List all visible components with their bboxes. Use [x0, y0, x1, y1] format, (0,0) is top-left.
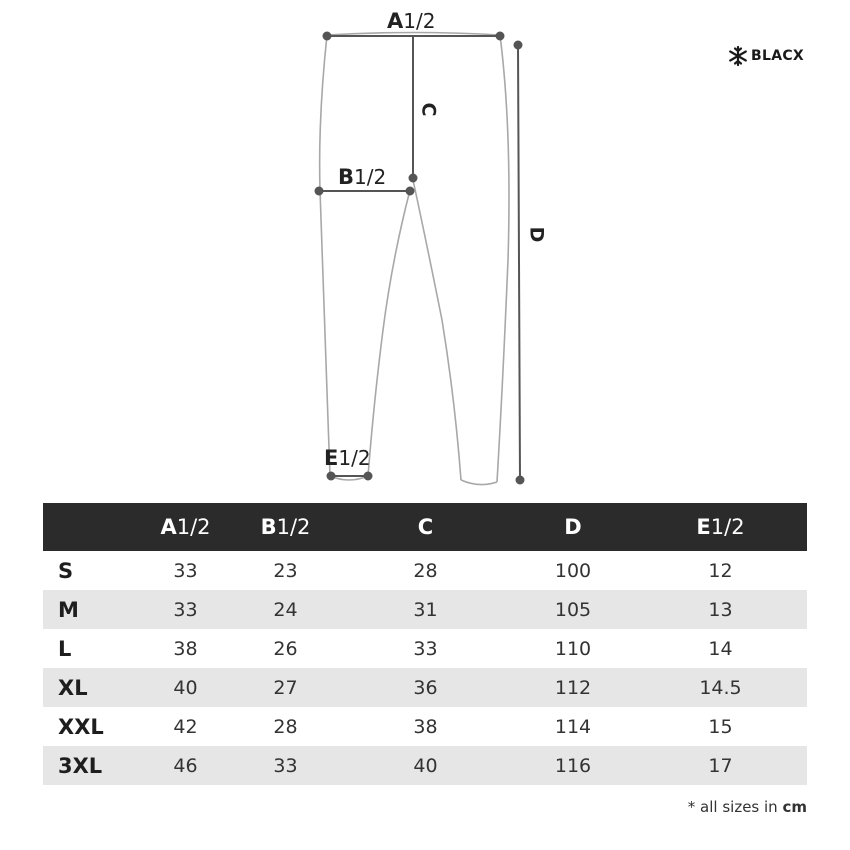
- size-label: L: [58, 636, 72, 661]
- size-label: XXL: [58, 714, 104, 739]
- size-table: [43, 503, 807, 785]
- header-d: D: [564, 515, 582, 539]
- label-c: C: [417, 102, 440, 117]
- size-label: XL: [58, 675, 88, 700]
- label-d: D: [525, 226, 548, 243]
- cell-d: 114: [554, 715, 592, 738]
- units-note-prefix: * all sizes in: [687, 798, 783, 816]
- cell-d: 110: [554, 637, 592, 660]
- label-e: E1/2: [324, 446, 371, 470]
- units-note-unit: cm: [782, 798, 807, 816]
- size-label: 3XL: [58, 753, 103, 778]
- cell-a: 42: [173, 715, 198, 738]
- cell-c: 33: [413, 637, 438, 660]
- size-label: M: [58, 597, 79, 622]
- cell-e: 14.5: [699, 676, 742, 699]
- header-c: C: [417, 515, 434, 539]
- size-label: S: [58, 558, 74, 583]
- cell-c: 40: [413, 754, 438, 777]
- cell-e: 13: [708, 598, 733, 621]
- header-e: E1/2: [696, 515, 745, 539]
- label-b: B1/2: [338, 165, 387, 189]
- cell-c: 28: [413, 559, 438, 582]
- brand-name: BLACX: [751, 48, 804, 64]
- cell-c: 31: [413, 598, 438, 621]
- cell-e: 15: [708, 715, 733, 738]
- units-note: [688, 798, 807, 816]
- cell-a: 33: [173, 598, 198, 621]
- cell-d: 112: [554, 676, 592, 699]
- cell-a: 33: [173, 559, 198, 582]
- cell-b: 27: [273, 676, 298, 699]
- header-b: B1/2: [260, 515, 311, 539]
- cell-d: 116: [554, 754, 592, 777]
- table-row: [43, 746, 807, 785]
- table-row: [43, 629, 807, 668]
- cell-c: 38: [413, 715, 438, 738]
- cell-b: 24: [273, 598, 298, 621]
- cell-b: 23: [273, 559, 298, 582]
- table-header: [43, 503, 807, 551]
- cell-b: 26: [273, 637, 298, 660]
- table-row: [43, 551, 807, 590]
- cell-a: 40: [173, 676, 198, 699]
- cell-e: 12: [708, 559, 733, 582]
- cell-b: 33: [273, 754, 298, 777]
- cell-d: 105: [554, 598, 592, 621]
- label-a: A1/2: [387, 9, 436, 33]
- header-a: A1/2: [160, 515, 211, 539]
- cell-c: 36: [413, 676, 438, 699]
- cell-d: 100: [554, 559, 592, 582]
- cell-a: 38: [173, 637, 198, 660]
- cell-b: 28: [273, 715, 298, 738]
- table-row: [43, 707, 807, 746]
- cell-e: 14: [708, 637, 733, 660]
- cell-a: 46: [173, 754, 198, 777]
- table-row: [43, 590, 807, 629]
- cell-e: 17: [708, 754, 733, 777]
- table-row: [43, 668, 807, 707]
